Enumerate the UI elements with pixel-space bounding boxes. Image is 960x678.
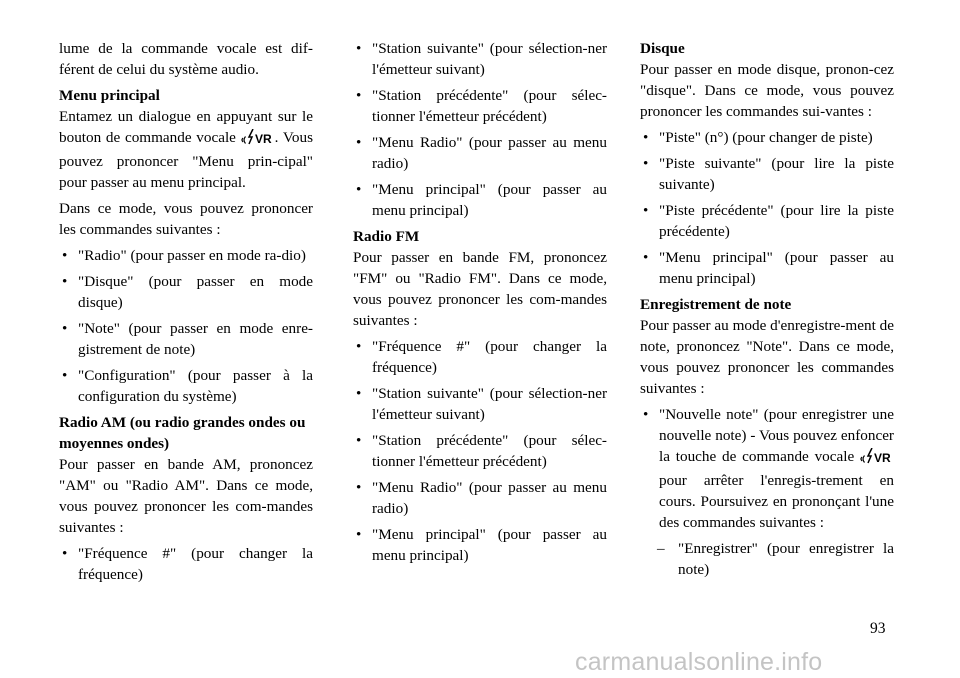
enregistrement-note-text: Pour passer au mode d'enregistre-ment de note, prononcez "Note". Dans ce mode, vous pouvez prononcer les commandes suivantes : bbox=[640, 317, 894, 397]
page-number: 93 bbox=[870, 620, 886, 637]
list-item: • "Piste précédente" (pour lire la piste précédente) bbox=[640, 200, 894, 242]
radio-am-commands-cont bbox=[353, 38, 607, 221]
radio-am-commands bbox=[59, 543, 313, 585]
list-item: • "Menu Radio" (pour passer au menu radio) bbox=[353, 132, 607, 174]
disque-commands bbox=[640, 127, 894, 289]
list-item: • "Station précédente" (pour sélec-tionner l'émetteur précédent) bbox=[353, 430, 607, 472]
radio-fm-heading: Radio FM bbox=[353, 228, 420, 245]
list-item: • "Piste suivante" (pour lire la piste suivante) bbox=[640, 153, 894, 195]
column-3 bbox=[640, 38, 894, 585]
list-item: • "Fréquence #" (pour changer la fréquence) bbox=[353, 336, 607, 378]
list-item: • "Disque" (pour passer en mode disque) bbox=[59, 271, 313, 313]
menu-text-a: Entamez un dialogue en appuyant sur le bouton de commande vocale bbox=[59, 108, 313, 146]
disque-text: Pour passer en mode disque, pronon-cez "disque". Dans ce mode, vous pouvez prononcer les commandes sui-vantes : bbox=[640, 61, 894, 120]
intro-text: lume de la commande vocale est dif-férent de celui du système audio. bbox=[59, 40, 313, 78]
list-item: • "Menu principal" (pour passer au menu principal) bbox=[640, 247, 894, 289]
list-item: • "Fréquence #" (pour changer la fréquence) bbox=[59, 543, 313, 585]
list-item: • "Menu principal" (pour passer au menu principal) bbox=[353, 179, 607, 221]
watermark: carmanualsonline.info bbox=[575, 648, 823, 676]
disque-heading: Disque bbox=[640, 40, 685, 57]
list-item: • "Piste" (n°) (pour changer de piste) bbox=[640, 127, 894, 148]
voice-command-vr-icon bbox=[860, 448, 894, 470]
column-2 bbox=[353, 38, 607, 571]
list-item: • "Menu principal" (pour passer au menu principal) bbox=[353, 524, 607, 566]
mode-text: Dans ce mode, vous pouvez prononcer les commandes suivantes : bbox=[59, 200, 313, 238]
radio-am-text: Pour passer en bande AM, prononcez "AM" ou "Radio AM". Dans ce mode, vous pouvez prononcer les com-mandes suivantes : bbox=[59, 456, 313, 536]
menu-principal-text bbox=[59, 106, 313, 193]
list-item: • "Station suivante" (pour sélection-ner l'émetteur suivant) bbox=[353, 383, 607, 425]
list-item bbox=[640, 404, 894, 533]
svg-text:VR: VR bbox=[254, 132, 272, 145]
voice-command-vr-icon bbox=[241, 129, 275, 151]
list-item: • "Station suivante" (pour sélection-ner l'émetteur suivant) bbox=[353, 38, 607, 80]
list-item: • "Note" (pour passer en mode enre-gistrement de note) bbox=[59, 318, 313, 360]
menu-principal-heading: Menu principal bbox=[59, 87, 160, 104]
main-menu-commands bbox=[59, 245, 313, 407]
column-1 bbox=[59, 38, 313, 590]
enregistrement-note-heading: Enregistrement de note bbox=[640, 296, 792, 313]
svg-text:VR: VR bbox=[874, 451, 891, 464]
note-commands bbox=[640, 404, 894, 533]
list-item: • "Menu Radio" (pour passer au menu radio) bbox=[353, 477, 607, 519]
note-item-text-a: "Nouvelle note" (pour enregistrer une nouvelle note) - Vous pouvez enfoncer la touche de commande vocale bbox=[659, 406, 894, 465]
note-item-text-b: pour arrêter l'enregis-trement en cours. Poursuivez en prononçant l'une des commandes suivantes : bbox=[659, 472, 894, 531]
radio-fm-commands bbox=[353, 336, 607, 566]
note-sub-commands bbox=[640, 538, 894, 580]
radio-am-heading: Radio AM (ou radio grandes ondes ou moyennes ondes) bbox=[59, 414, 306, 452]
list-item: • "Radio" (pour passer en mode ra-dio) bbox=[59, 245, 313, 266]
list-item: • "Station précédente" (pour sélec-tionner l'émetteur précédent) bbox=[353, 85, 607, 127]
menu-text-b: . Vous pouvez prononcer "Menu prin-cipal" pour passer au menu principal. bbox=[59, 129, 313, 191]
list-item: – "Enregistrer" (pour enregistrer la note) bbox=[640, 538, 894, 580]
radio-fm-text: Pour passer en bande FM, prononcez "FM" ou "Radio FM". Dans ce mode, vous pouvez prononcer les com-mandes suivantes : bbox=[353, 249, 607, 329]
list-item: • "Configuration" (pour passer à la configuration du système) bbox=[59, 365, 313, 407]
